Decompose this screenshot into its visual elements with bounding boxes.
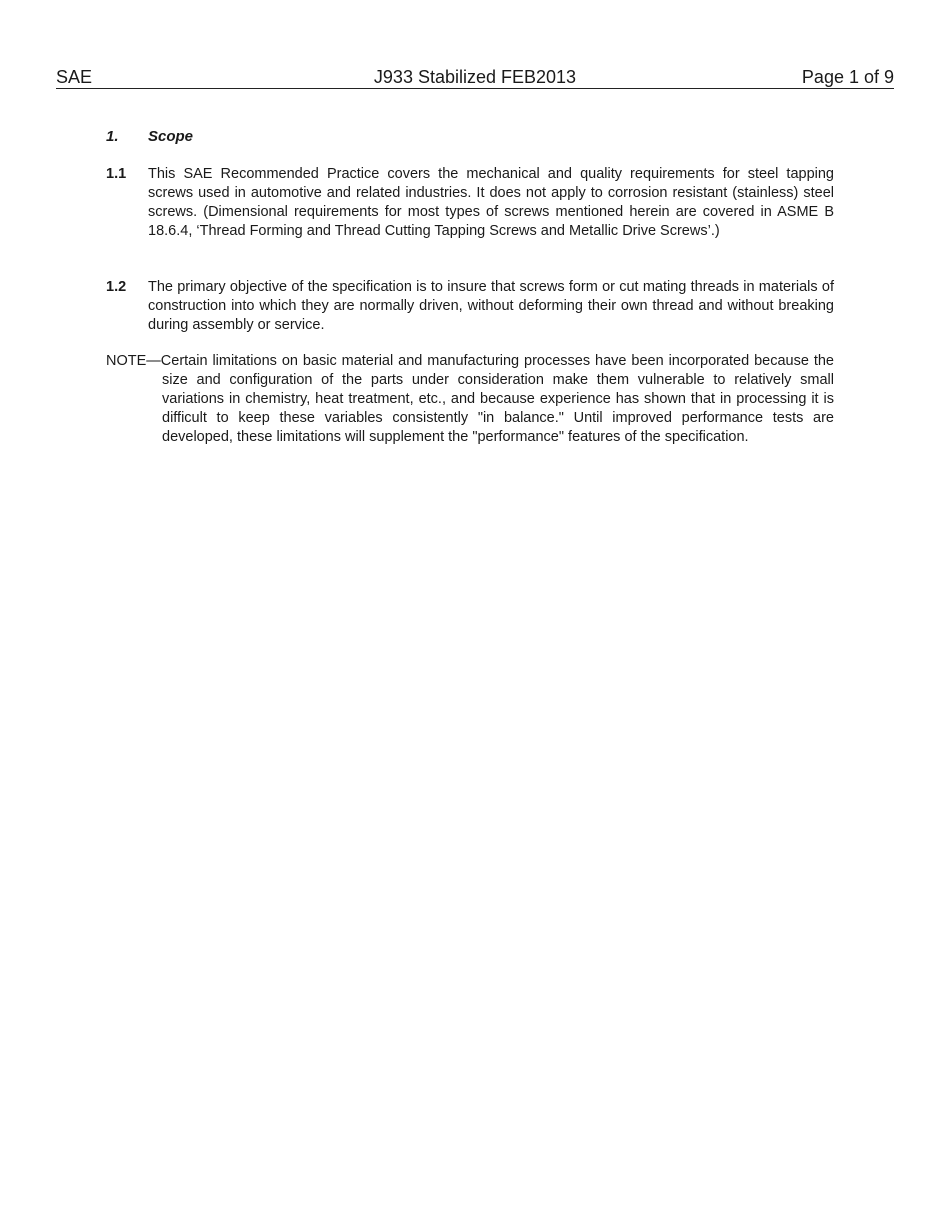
clause-1-2 — [106, 278, 834, 335]
clause-text: This SAE Recommended Practice covers the mechanical and quality requirements for steel tapping screws used in automotive and related industries. It does not apply to corrosion resistant (stainless) steel screws. (Dimensional requirements for most types of screws mentioned herein are covered in ASME B 18.6.4, ‘Thread Forming and Thread Cutting Tapping Screws and Metallic Drive Screws’.) — [148, 166, 834, 239]
clause-text: The primary objective of the specification is to insure that screws form or cut mating threads in materials of construction into which they are normally driven, without deforming their own thread and without breaking during assembly or service. — [148, 279, 834, 333]
clause-number: 1.1 — [106, 166, 127, 182]
page-header — [56, 66, 894, 89]
document-id: J933 Stabilized FEB2013 — [373, 67, 577, 87]
note-paragraph: NOTE—Certain limitations on basic material and manufacturing processes have been incorporated because the size and configuration of the parts under consideration make them vulnerable to relatively small variations in chemistry, heat treatment, etc., and because experience has shown that in processing it is difficult to keep these variables consistently "in balance." Until improved performance tests are developed, these limitations will supplement the "performance" features of the specification. — [106, 353, 834, 445]
section-heading — [106, 127, 193, 146]
clause-number: 1.2 — [106, 279, 127, 295]
page-number: Page 1 of 9 — [801, 67, 894, 87]
section-number: 1. — [106, 128, 119, 145]
publisher-name: SAE — [56, 67, 93, 87]
section-title: Scope — [148, 128, 194, 145]
clause-1-1 — [106, 165, 834, 241]
